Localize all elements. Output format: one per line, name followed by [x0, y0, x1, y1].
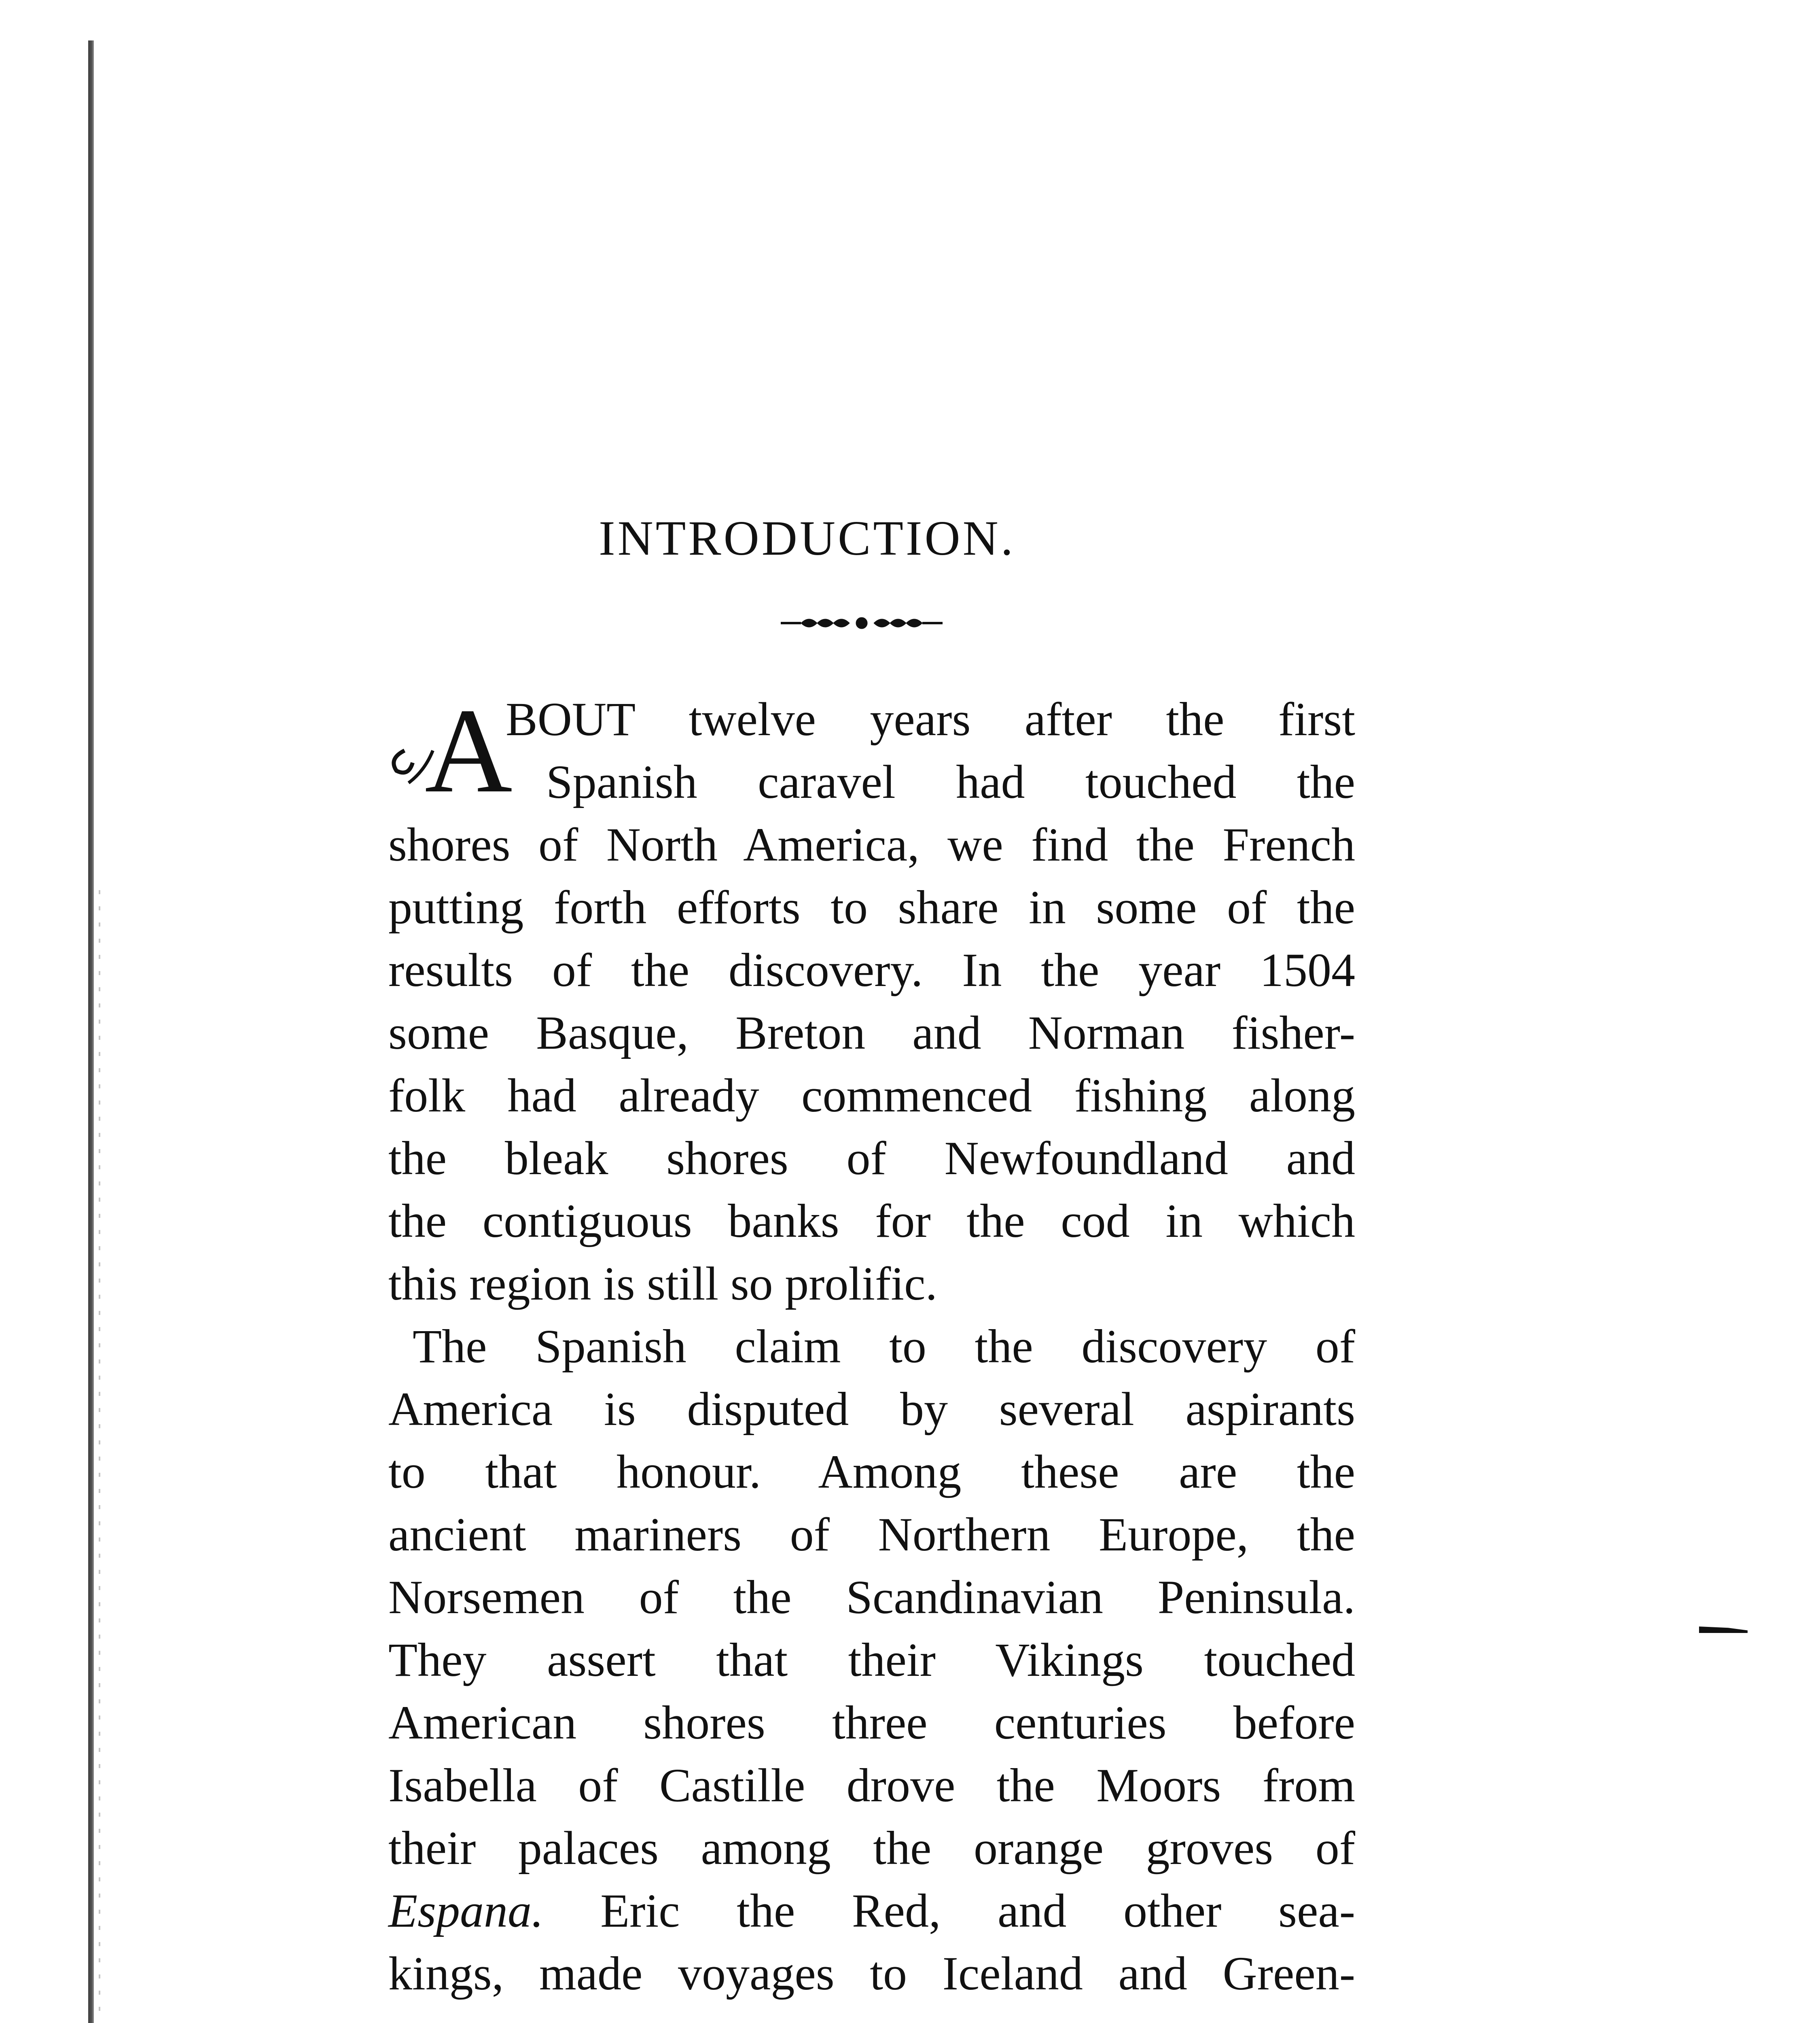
text-line: kings, made voyages to Iceland and Green- [388, 1947, 1355, 2000]
text-line: some Basque, Breton and Norman fisher- [388, 1006, 1355, 1059]
ornament-rule-icon [777, 611, 947, 635]
text-line [388, 1879, 1355, 1942]
text-line: Spanish caravel had touched the [546, 755, 1355, 808]
text-line: The Spanish claim to the discovery of [413, 1320, 1355, 1373]
text-line: America is disputed by several aspirants [388, 1383, 1355, 1436]
text-line: ancient mariners of Northern Europe, the [388, 1508, 1355, 1561]
text-fragment: Eric the Red, and other sea- [543, 1884, 1355, 1937]
body-text [388, 683, 1355, 2005]
binding-edge [88, 40, 94, 2023]
text-line: this region is still so prolific. [388, 1257, 937, 1310]
text-line: the contiguous banks for the cod in which [388, 1194, 1355, 1247]
text-line: results of the discovery. In the year 1504 [388, 944, 1355, 997]
drop-cap-letter: A [425, 683, 513, 818]
text-line: shores of North America, we find the French [388, 818, 1355, 871]
binding-shadow [99, 890, 100, 2023]
scan-mark [1699, 1626, 1748, 1633]
text-line: Norsemen of the Scandinavian Peninsula. [388, 1571, 1355, 1624]
text-line: putting forth efforts to share in some of the [388, 881, 1355, 934]
text-line: BOUT twelve years after the first [506, 693, 1355, 746]
text-line: Isabella of Castille drove the Moors from [388, 1759, 1355, 1812]
text-line: their palaces among the orange groves of [388, 1822, 1355, 1875]
text-line: American shores three centuries before [388, 1696, 1355, 1749]
text-line: folk had already commenced fishing along [388, 1069, 1355, 1122]
text-line: the bleak shores of Newfoundland and [388, 1132, 1355, 1185]
italic-word: Espana. [388, 1884, 544, 1937]
text-line: to that honour. Among these are the [388, 1445, 1355, 1498]
page-title: INTRODUCTION. [599, 511, 1016, 566]
text-line: They assert that their Vikings touched [388, 1633, 1355, 1686]
